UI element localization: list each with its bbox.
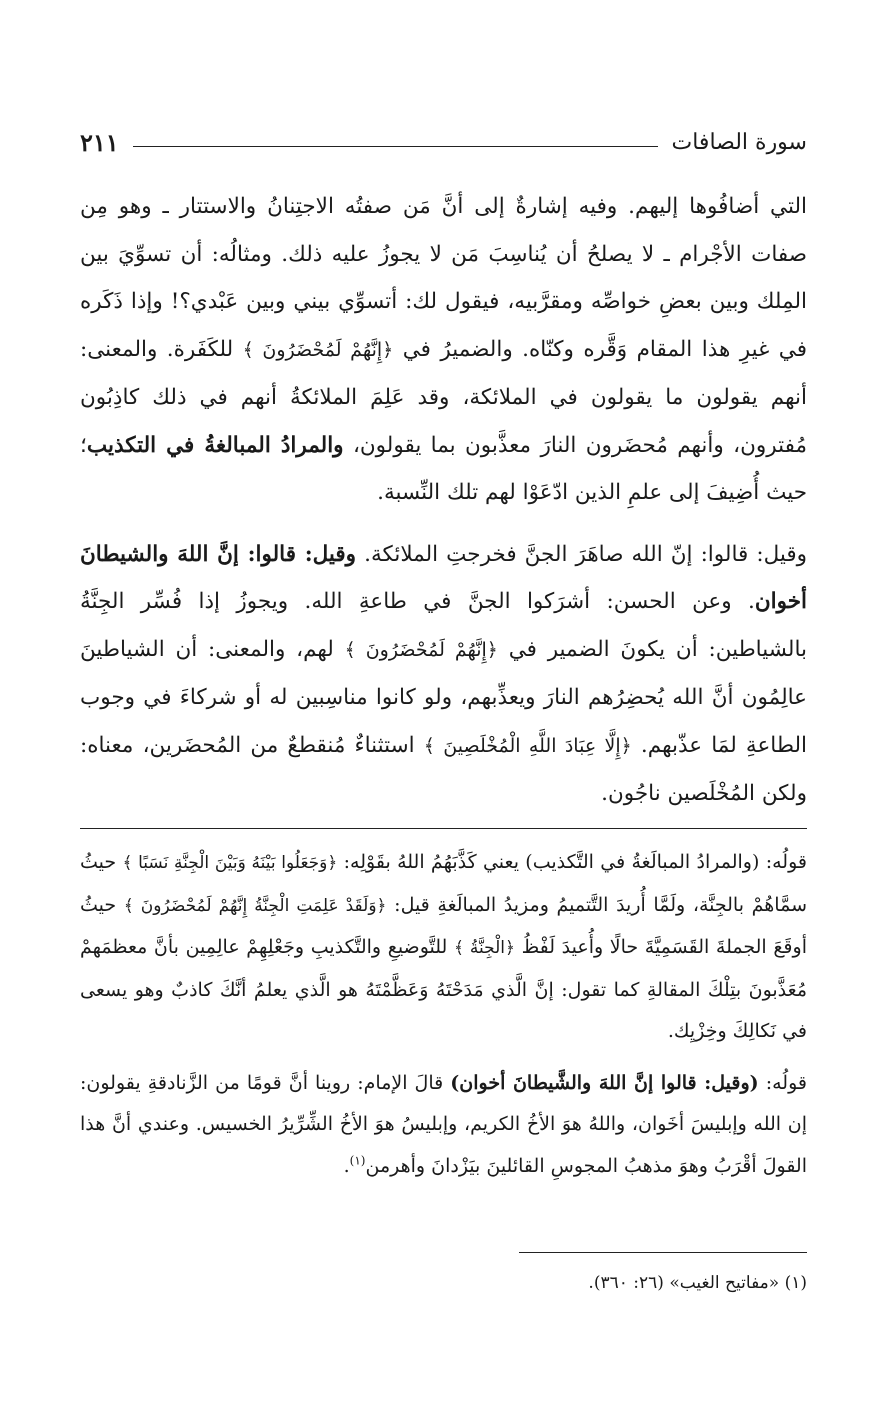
footnote-text: (١) «مفاتيح الغيب» (٢٦: ٣٦٠). bbox=[588, 1273, 807, 1293]
quran-verse: ﴿إِلَّا عِبَادَ اللَّهِ الْمُخْلَصِينَ ﴾ bbox=[423, 734, 632, 757]
footnote-reference[interactable]: (١) bbox=[349, 1153, 366, 1168]
quran-verse: ﴿الْجِنَّةُ ﴾ bbox=[453, 938, 515, 958]
text-segment: قالَ الإمام: روينا أنَّ قومًا من الزَّنادقةِ يقولون: إن الله وإبليسَ أخَوان، واللهُ هوَ الأخُ الكريم، وإبليسُ هوَ الأخُ الشِّرِّيرُ الخسيس. وعندي أنَّ هذا القولَ أقْرَبُ وهوَ مذهبُ المجوسِ القائلينَ بيَزْدانَ وأهرمن bbox=[80, 1071, 808, 1177]
main-paragraph-1 bbox=[80, 183, 807, 517]
surah-title: سورة الصافات bbox=[671, 129, 807, 155]
header-rule bbox=[133, 146, 658, 147]
text-segment: حيثُ أوقَعَ الجملةَ القَسَمِيَّةَ حالًا وأُعيدَ لَفْظُ bbox=[80, 893, 807, 958]
commentary-paragraph-1 bbox=[80, 842, 807, 1053]
text-segment: لهم، والمعنى: أن الشياطينَ عالِمُون أنَّ الله يُحضِرُهم النارَ ويعذِّبهم، ولو كانوا مناسِبين له أو شركاءَ في وجوب الطاعةِ لمَا عذّبهم. bbox=[80, 636, 807, 758]
text-segment: . bbox=[343, 1154, 350, 1177]
bold-phrase: (وقيل: قالوا إنَّ اللهَ والشَّيطانَ أخوان) bbox=[450, 1071, 759, 1094]
text-segment: ؛ حيث أُضِيفَ إلى علمِ الذين ادّعَوْا لهم تلك النِّسبة. bbox=[80, 432, 807, 505]
page-number: ٢١١ bbox=[80, 127, 119, 157]
text-segment: التي أضافُوها إليهم. وفيه إشارةٌ إلى أنَّ مَن صفتُه الاجتِنانُ والاستتار ـ وهو مِن صفات الأجْرام ـ لا يصلحُ أن يُناسِبَ مَن لا يجوزُ عليه ذلك. ومثالُه: أن تسوِّيَ بين المِلك وبين بعضِ خواصِّه ومقرَّبيه، فيقول لك: أتسوِّي بيني وبين عَبْدي؟! وإذا ذَكَره في غيرِ هذا المقام وَقَّره وكنّاه. والضميرُ في bbox=[80, 194, 807, 362]
main-paragraph-2 bbox=[80, 531, 807, 818]
text-segment: . وعن الحسن: أشرَكوا الجنَّ في طاعةِ الله. ويجوزُ إذا فُسِّر الجِنَّةُ بالشياطين: أن يكونَ الضمير في bbox=[80, 589, 807, 662]
commentary-paragraph-2 bbox=[80, 1063, 807, 1188]
quran-verse: ﴿وَلَقَدْ عَلِمَتِ الْجِنَّةُ إِنَّهُمْ لَمُحْضَرُونَ ﴾ bbox=[123, 895, 387, 916]
quran-verse: ﴿إِنَّهُمْ لَمُحْضَرُونَ ﴾ bbox=[242, 338, 394, 361]
commentary-text bbox=[80, 842, 807, 1187]
quran-verse: ﴿إِنَّهُمْ لَمُحْضَرُونَ ﴾ bbox=[344, 638, 498, 661]
text-segment: قولُه: (والمرادُ المبالَغةُ في التَّكذيب) يعني كَذَّبَهُمُ اللهُ بقَوْلِه: bbox=[337, 851, 807, 873]
text-segment: للكَفَرة. والمعنى: أنهم يقولون ما يقولون في الملائكة، وقد عَلِمَ الملائكةُ أنهم في ذلك كاذِبُون مُفترون، وأنهم مُحضَرون النارَ معذَّبون بما يقولون، bbox=[80, 336, 807, 458]
text-segment: حيثُ سمَّاهُمْ بالجِنَّة، ولَمَّا أُريدَ التَّتميمُ ومزيدُ المبالَغةِ قيل: bbox=[80, 851, 808, 916]
text-segment: قولُه: bbox=[758, 1071, 807, 1094]
section-divider bbox=[80, 828, 807, 829]
main-text bbox=[80, 183, 807, 818]
page-header bbox=[80, 122, 807, 162]
text-segment: استثناءٌ مُنقطعٌ من المُحضَرين، معناه: ولكن المُخْلَصين ناجُون. bbox=[80, 732, 807, 806]
footnote-rule bbox=[519, 1252, 807, 1253]
text-segment: للتَّوضيعِ والتَّكذيبِ وجَعْلِهِمْ عالِمِين بأنَّ معظمَهمْ مُعَذَّبونَ بتِلْكَ المقالةِ كما تقول: إنَّ الَّذي مَدَحْتَهُ وَعَظَّمْتَهُ هو الَّذي يعلمُ أنَّكَ كاذبٌ وهو يسعى في نَكالِكَ وخِزْيِك. bbox=[80, 936, 807, 1042]
footnote bbox=[80, 1268, 807, 1298]
bold-phrase: وقيل: قالوا: إنَّ اللهَ والشيطانَ أخوان bbox=[80, 541, 807, 614]
quran-verse: ﴿وَجَعَلُوا بَيْنَهُ وَبَيْنَ الْجِنَّةِ نَسَبًا ﴾ bbox=[122, 853, 338, 873]
text-segment: وقيل: قالوا: إنّ الله صاهَرَ الجنَّ فخرجتِ الملائكة. bbox=[356, 541, 807, 567]
bold-phrase: والمرادُ المبالغةُ في التكذيب bbox=[86, 432, 344, 458]
